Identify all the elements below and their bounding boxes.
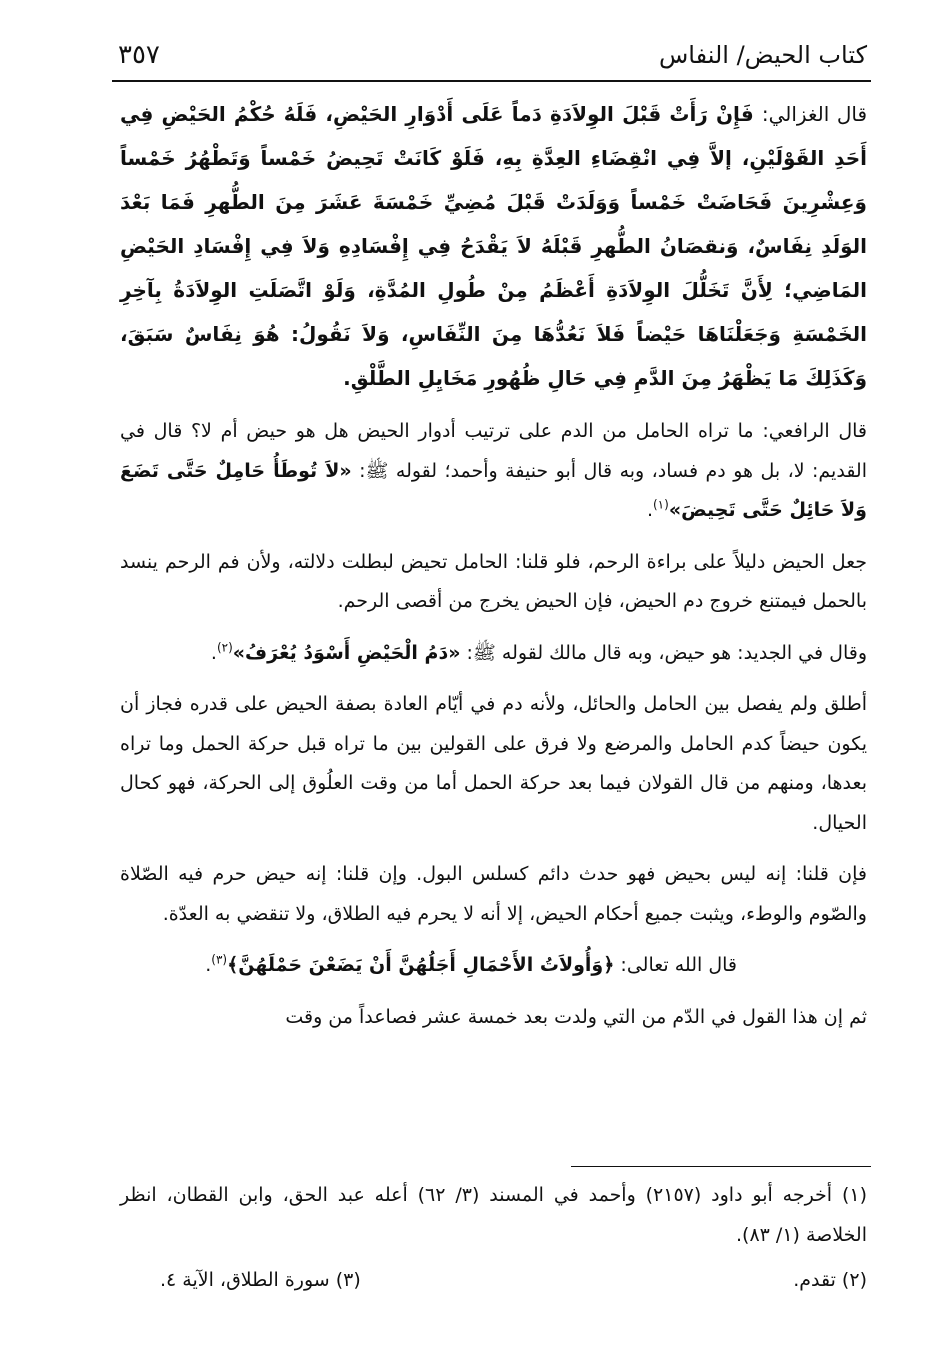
footnote-divider <box>571 1166 871 1167</box>
footnote-row <box>120 1261 867 1301</box>
paragraph <box>120 543 867 622</box>
footnote: (٣) سورة الطلاق، الآية ٤. <box>160 1269 361 1291</box>
paragraph <box>120 634 867 674</box>
paragraph <box>120 685 867 843</box>
header-rule <box>112 80 871 82</box>
paragraph-tail: . <box>205 954 212 976</box>
paragraph-tail: . <box>646 499 653 521</box>
paragraph-text: وقال في الجديد: هو حيض، وبه قال مالك لقوله ﷺ: <box>466 641 867 664</box>
paragraph-ghazali <box>120 92 867 400</box>
paragraph-text: ما تراه الحامل من الدم على ترتيب أدوار الحيض هل هو حيض أم لا؟ قال في القديم: لا، بل هو دم فساد، وبه قال أبو حنيفة وأحمد؛ لقوله ﷺ: <box>120 420 867 482</box>
footnotes <box>120 1176 867 1301</box>
footnote: (٢) تقدم. <box>793 1269 867 1291</box>
paragraph-tail: . <box>210 641 217 664</box>
paragraph-text: جعل الحيض دليلاً على براءة الرحم، فلو قلنا: الحامل تحيض لبطلت دلالته، ولأن فم الرحم ينسد بالحمل فيمتنع خروج دم الحيض، فإن الحيض يخرج من أقصى الرحم. <box>120 550 867 612</box>
paragraph <box>120 998 867 1038</box>
footnote-ref[interactable]: (٣) <box>211 952 228 967</box>
page-header <box>118 32 867 78</box>
paragraph-text: ثم إن هذا القول في الدّم من التي ولدت بعد خمسة عشر فصاعداً من وقت <box>285 1005 867 1028</box>
speaker-label: قال الغزالي: <box>761 102 868 126</box>
speaker-label: قال الرافعي: <box>762 420 867 442</box>
running-title: كتاب الحيض/ النفاس <box>658 41 867 69</box>
paragraph-verse <box>120 946 867 986</box>
hadith-quote: «لاَ تُوطَأُ حَامِلٌ حَتَّى تَضَعَ وَلاَ حَائِلٌ حَتَّى تَحِيضَ» <box>120 459 867 521</box>
main-text <box>120 92 867 1049</box>
paragraph <box>120 855 867 934</box>
footnote: (١) أخرجه أبو داود (٢١٥٧) وأحمد في المسند (٣/ ٦٢) أعله عبد الحق، وابن القطان، انظر الخلاصة (١/ ٨٣). <box>120 1184 868 1246</box>
paragraph-text: قال الله تعالى: <box>620 954 737 976</box>
paragraph-text: أطلق ولم يفصل بين الحامل والحائل، ولأنه دم في أيّام العادة بصفة الحيض على قدره فجاز أن يكون حيضاً كدم الحامل والمرضع ولا فرق على القولين بين ما تراه قبل حركة الحمل وما تراه بعدها، ومنهم من قال القولان فيما بعد حركة الحمل أما من وقت العلُوق إلى الحركة، فهو كحال الحيال. <box>120 693 867 834</box>
quran-verse: ﴿وَأُولاَتُ الأَحْمَالِ أَجَلُهُنَّ أَنْ يَضَعْنَ حَمْلَهُنَّ﴾ <box>227 954 615 976</box>
hadith-quote: «دَمُ الْحَيْضِ أَسْوَدُ يُعْرَفُ» <box>232 641 461 664</box>
paragraph-text: فإن قلنا: إنه ليس بحيض فهو حدث دائم كسلس البول. وإن قلنا: إنه حيض حرم فيه الصّلاة والصّوم والوطء، ويثبت جميع أحكام الحيض، إلا أنه لا يحرم فيه الطلاق، ولا تنقضي به العدّة. <box>120 863 867 925</box>
page-number: ٣٥٧ <box>118 40 160 70</box>
footnote-ref[interactable]: (١) <box>652 497 669 512</box>
matn-text: فَإِنْ رَأَتْ قَبْلَ الوِلاَدَةِ دَماً عَلَى أَدْوَارِ الحَيْضِ، فَلَهُ حُكْمُ الحَيْضِ فِي أَحَدِ القَوْلَيْنِ، إلاَّ فِي انْقِضَاءِ العِدَّةِ بِهِ، فَلَوْ كَانَتْ تَحِيضُ خَمْساً وَتَطْهُرُ خَمْساً وَعِشْرِينَ فَحَاضَتْ خَمْساً وَوَلَدَتْ قَبْلَ مُضِيِّ خَمْسَةَ عَشَرَ مِنَ الطُّهرِ فَمَا بَعْدَ الوَلَدِ نِفَاسٌ، وَنقصَانُ الطُّهرِ قَبْلَهُ لاَ يَقْدَحُ فِي إِفْسَادِهِ وَلاَ فِي إِفْسَادِ الحَيْضِ المَاضِي؛ لِأَنَّ تَخَلُّلَ الوِلاَدَةِ أَعْظَمُ مِنْ طُولِ المُدَّةِ، وَلَوْ اتَّصَلَتِ الوِلاَدَةُ بِآخِرِ الخَمْسَةِ وَجَعَلْنَاهَا حَيْضاً فَلاَ نَعُدُّهَا مِنَ النِّفَاسِ، وَلاَ نَقُولُ: هُوَ نِفَاسٌ سَبَقَ، وَكَذَلِكَ مَا يَظْهَرُ مِنَ الدَّمِ فِي حَالِ ظُهُورِ مَخَايِلِ الطَّلْقِ. <box>120 102 867 390</box>
paragraph-rafii <box>120 412 867 531</box>
footnote-ref[interactable]: (٢) <box>216 640 233 655</box>
